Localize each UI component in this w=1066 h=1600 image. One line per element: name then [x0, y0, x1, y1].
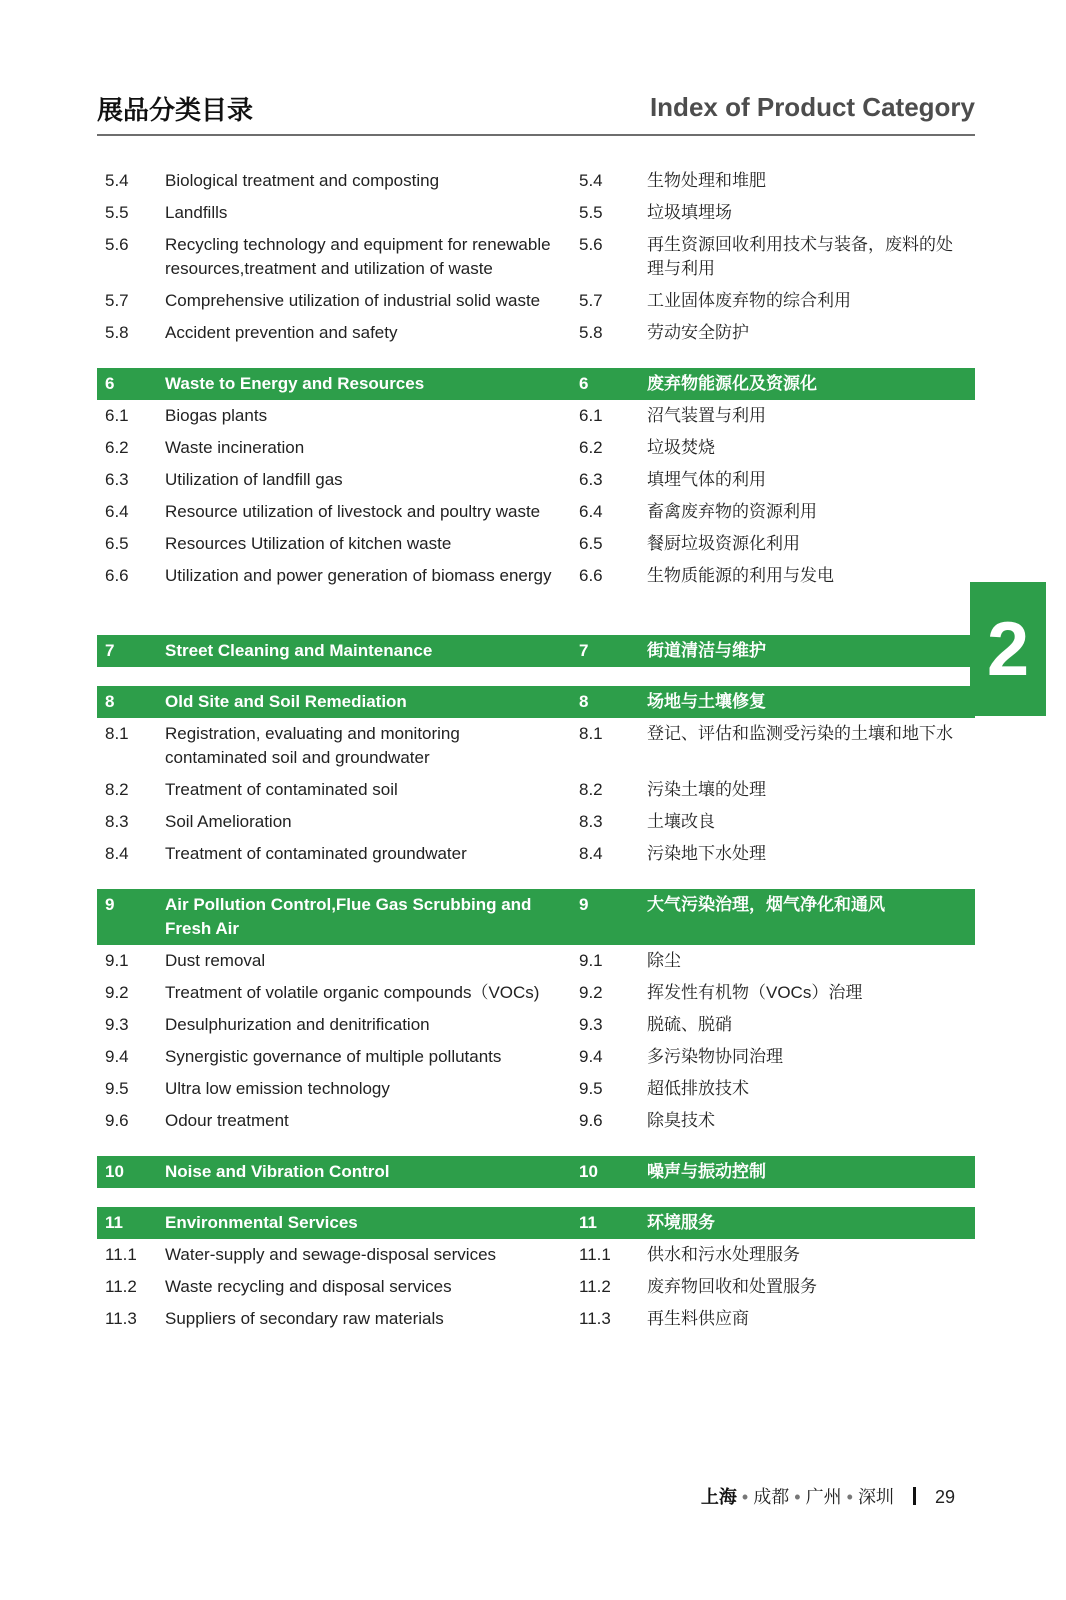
item-label-cn: 挥发性有机物（VOCs）治理 — [647, 983, 863, 1002]
section-title-en: Waste to Energy and Resources — [165, 374, 425, 393]
item-number-cn: 9.3 — [579, 1015, 603, 1034]
section-number-cn: 8 — [579, 692, 589, 711]
item-number-cn: 8.1 — [579, 724, 603, 743]
section-title-en: Street Cleaning and Maintenance — [165, 641, 433, 660]
item-label-cn: 沼气装置与利用 — [647, 406, 766, 425]
footer-city-guangzhou: 广州 — [805, 1487, 842, 1507]
item-number-en: 6.2 — [105, 438, 129, 457]
item-number-en: 9.1 — [105, 951, 129, 970]
list-item — [97, 285, 975, 317]
list-item — [97, 718, 975, 774]
item-label-en: Waste recycling and disposal services — [165, 1277, 452, 1296]
item-label-en: Resources Utilization of kitchen waste — [165, 534, 452, 553]
item-number-cn: 8.4 — [579, 844, 603, 863]
list-item — [97, 229, 975, 285]
section-title-en: Noise and Vibration Control — [165, 1162, 390, 1181]
footer — [701, 1483, 955, 1509]
footer-city-chengdu: 成都 — [753, 1487, 790, 1507]
section-number-cn: 11 — [579, 1213, 597, 1232]
item-label-en: Ultra low emission technology — [165, 1079, 390, 1098]
list-item — [97, 1041, 975, 1073]
item-number-cn: 5.8 — [579, 323, 603, 342]
item-number-cn: 9.5 — [579, 1079, 603, 1098]
section-title-cn: 环境服务 — [647, 1213, 715, 1232]
list-item — [97, 528, 975, 560]
section-header — [97, 1156, 975, 1188]
item-label-cn: 除尘 — [647, 951, 681, 970]
item-label-cn: 污染地下水处理 — [647, 844, 766, 863]
section-number-cn: 10 — [579, 1162, 598, 1181]
list-item — [97, 806, 975, 838]
item-label-en: Water-supply and sewage-disposal services — [165, 1245, 497, 1264]
item-number-cn: 6.2 — [579, 438, 603, 457]
item-number-en: 5.6 — [105, 235, 129, 254]
item-label-cn: 超低排放技术 — [647, 1079, 749, 1098]
section-number-en: 9 — [105, 895, 115, 914]
item-label-cn: 生物质能源的利用与发电 — [647, 566, 834, 585]
item-number-en: 6.5 — [105, 534, 129, 553]
list-item — [97, 197, 975, 229]
item-label-cn: 垃圾焚烧 — [647, 438, 715, 457]
category-index — [97, 165, 975, 1335]
list-item — [97, 1271, 975, 1303]
item-number-cn: 8.3 — [579, 812, 603, 831]
item-number-cn: 9.6 — [579, 1111, 603, 1130]
item-label-en: Utilization and power generation of biomass energy — [165, 566, 552, 585]
section-title-en: Old Site and Soil Remediation — [165, 692, 407, 711]
item-number-en: 5.5 — [105, 203, 129, 222]
item-label-en: Accident prevention and safety — [165, 323, 398, 342]
section-title-cn: 场地与土壤修复 — [647, 692, 766, 711]
item-number-en: 6.6 — [105, 566, 129, 585]
section-number-en: 6 — [105, 374, 115, 393]
item-number-cn: 11.2 — [579, 1277, 611, 1296]
list-item — [97, 432, 975, 464]
section-number-cn: 9 — [579, 895, 589, 914]
item-label-en: Synergistic governance of multiple pollutants — [165, 1047, 502, 1066]
item-label-en: Odour treatment — [165, 1111, 289, 1130]
item-number-cn: 9.4 — [579, 1047, 603, 1066]
section-number-en: 7 — [105, 641, 115, 660]
item-number-en: 8.4 — [105, 844, 129, 863]
item-number-en: 5.7 — [105, 291, 129, 310]
item-number-en: 6.3 — [105, 470, 129, 489]
item-label-cn: 工业固体废弃物的综合利用 — [647, 291, 851, 310]
item-number-en: 9.4 — [105, 1047, 129, 1066]
item-number-en: 9.5 — [105, 1079, 129, 1098]
list-item — [97, 1105, 975, 1137]
item-number-en: 6.1 — [105, 406, 129, 425]
section-header — [97, 686, 975, 718]
page-title-cn: 展品分类目录 — [97, 95, 254, 125]
section-title-cn: 废弃物能源化及资源化 — [647, 374, 817, 393]
item-number-cn: 9.1 — [579, 951, 603, 970]
item-label-en: Waste incineration — [165, 438, 305, 457]
item-label-cn: 登记、评估和监测受污染的土壤和地下水 — [647, 724, 953, 743]
item-number-cn: 11.3 — [579, 1309, 611, 1328]
section-number-en: 11 — [105, 1213, 123, 1232]
item-label-en: Landfills — [165, 203, 228, 222]
item-number-cn: 5.4 — [579, 171, 603, 190]
item-label-en: Resource utilization of livestock and poultry waste — [165, 502, 541, 521]
item-number-en: 6.4 — [105, 502, 129, 521]
item-label-cn: 垃圾填埋场 — [647, 203, 732, 222]
item-label-cn: 填埋气体的利用 — [647, 470, 766, 489]
footer-city-shanghai: 上海 — [700, 1487, 737, 1507]
item-number-en: 5.4 — [105, 171, 129, 190]
list-item — [97, 317, 975, 349]
item-number-cn: 6.6 — [579, 566, 603, 585]
list-item — [97, 838, 975, 870]
section-title-cn: 大气污染治理，烟气净化和通风 — [647, 895, 885, 914]
section-header — [97, 889, 975, 945]
item-label-cn: 脱硫、脱硝 — [647, 1015, 732, 1034]
item-number-cn: 5.5 — [579, 203, 603, 222]
item-label-en: Soil Amelioration — [165, 812, 292, 831]
list-item — [97, 977, 975, 1009]
section-header — [97, 368, 975, 400]
item-number-cn: 5.7 — [579, 291, 603, 310]
section-title-en: Air Pollution Control,Flue Gas Scrubbing and Fresh Air — [165, 895, 532, 938]
item-number-en: 11.1 — [105, 1245, 137, 1264]
item-label-en: Desulphurization and denitrification — [165, 1015, 430, 1034]
footer-dot: • — [846, 1487, 853, 1507]
list-item — [97, 165, 975, 197]
footer-divider — [913, 1487, 916, 1505]
footer-dot: • — [794, 1487, 801, 1507]
item-label-cn: 畜禽废弃物的资源利用 — [647, 502, 817, 521]
item-number-cn: 6.1 — [579, 406, 603, 425]
item-label-cn: 餐厨垃圾资源化利用 — [647, 534, 800, 553]
item-label-en: Biological treatment and composting — [165, 171, 440, 190]
section-title-en: Environmental Services — [165, 1213, 358, 1232]
list-item — [97, 464, 975, 496]
item-number-en: 8.3 — [105, 812, 129, 831]
item-number-en: 9.3 — [105, 1015, 129, 1034]
item-label-en: Dust removal — [165, 951, 266, 970]
item-label-cn: 除臭技术 — [647, 1111, 715, 1130]
item-number-en: 11.3 — [105, 1309, 137, 1328]
item-label-en: Treatment of contaminated soil — [165, 780, 398, 799]
list-item — [97, 1009, 975, 1041]
item-number-en: 9.6 — [105, 1111, 129, 1130]
item-label-en: Comprehensive utilization of industrial solid waste — [165, 291, 541, 310]
item-label-cn: 供水和污水处理服务 — [647, 1245, 800, 1264]
item-number-en: 9.2 — [105, 983, 129, 1002]
item-label-cn: 生物处理和堆肥 — [647, 171, 766, 190]
chapter-tab: 2 — [970, 582, 1046, 716]
item-number-cn: 6.4 — [579, 502, 603, 521]
list-item — [97, 1073, 975, 1105]
section-title-cn: 街道清洁与维护 — [647, 641, 766, 660]
item-label-en: Recycling technology and equipment for renewable resources,treatment and utilization of waste — [165, 235, 551, 278]
section-header — [97, 635, 975, 667]
item-number-cn: 6.3 — [579, 470, 603, 489]
list-item — [97, 774, 975, 806]
item-number-cn: 8.2 — [579, 780, 603, 799]
item-label-cn: 再生料供应商 — [647, 1309, 749, 1328]
item-number-en: 8.2 — [105, 780, 129, 799]
item-number-cn: 5.6 — [579, 235, 603, 254]
item-label-cn: 污染土壤的处理 — [647, 780, 766, 799]
section-header — [97, 1207, 975, 1239]
list-item — [97, 560, 975, 616]
section-number-cn: 7 — [579, 641, 589, 660]
section-title-cn: 噪声与振动控制 — [647, 1162, 766, 1181]
footer-dot: • — [741, 1487, 749, 1507]
item-number-cn: 9.2 — [579, 983, 603, 1002]
footer-city-shenzhen: 深圳 — [857, 1487, 894, 1507]
item-label-en: Treatment of contaminated groundwater — [165, 844, 467, 863]
list-item — [97, 496, 975, 528]
section-number-en: 8 — [105, 692, 115, 711]
item-label-cn: 劳动安全防护 — [647, 323, 749, 342]
section-number-en: 10 — [105, 1162, 124, 1181]
item-label-cn: 土壤改良 — [647, 812, 715, 831]
item-label-en: Utilization of landfill gas — [165, 470, 343, 489]
page-header — [97, 84, 975, 136]
list-item — [97, 1303, 975, 1335]
page-number: 29 — [934, 1487, 955, 1507]
item-number-cn: 6.5 — [579, 534, 603, 553]
section-number-cn: 6 — [579, 374, 589, 393]
list-item — [97, 1239, 975, 1271]
page-title-en: Index of Product Category — [649, 92, 975, 122]
item-number-en: 11.2 — [105, 1277, 137, 1296]
item-number-cn: 11.1 — [579, 1245, 611, 1264]
item-label-cn: 多污染物协同治理 — [647, 1047, 783, 1066]
item-label-en: Registration, evaluating and monitoring contaminated soil and groundwater — [165, 724, 460, 767]
item-label-en: Suppliers of secondary raw materials — [165, 1309, 444, 1328]
item-label-cn: 废弃物回收和处置服务 — [647, 1277, 817, 1296]
item-label-en: Biogas plants — [165, 406, 268, 425]
item-label-cn: 再生资源回收利用技术与装备，废料的处理与利用 — [647, 235, 953, 278]
list-item — [97, 945, 975, 977]
list-item — [97, 400, 975, 432]
item-number-en: 8.1 — [105, 724, 129, 743]
item-label-en: Treatment of volatile organic compounds（VOCs) — [165, 983, 540, 1002]
item-number-en: 5.8 — [105, 323, 129, 342]
